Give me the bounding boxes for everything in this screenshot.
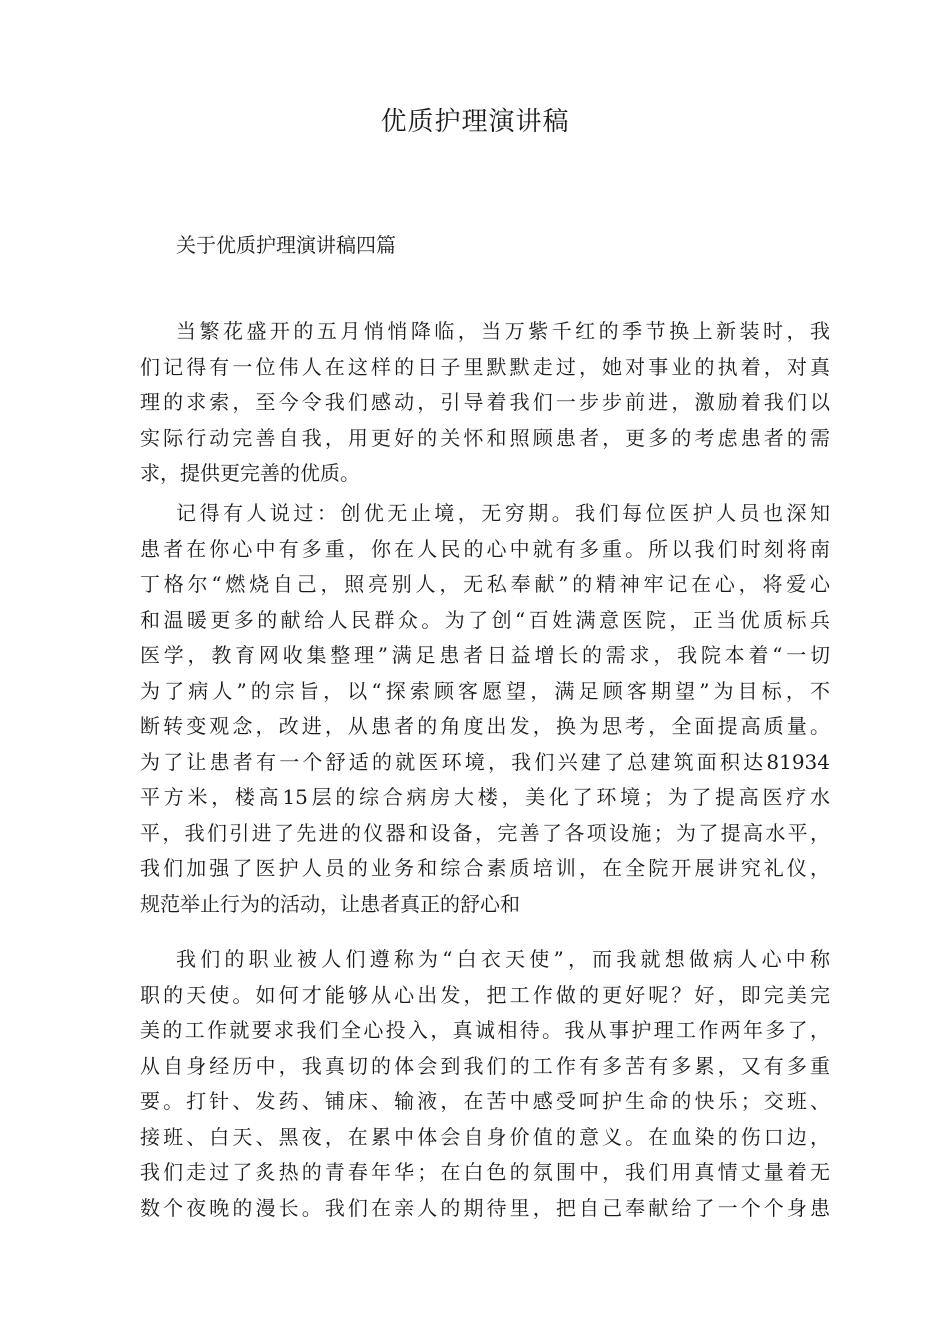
paragraph-line: 职的天使。如何才能够从心出发，把工作做的更好呢？好，即完美完 bbox=[140, 982, 830, 1007]
document-title: 优质护理演讲稿 bbox=[380, 107, 570, 137]
paragraph-line: 美的工作就要求我们全心投入，真诚相待。我从事护理工作两年多了， bbox=[140, 1018, 830, 1042]
paragraph-line: 为了病人”的宗旨，以“探索顾客愿望，满足顾客期望”为目标，不 bbox=[140, 678, 830, 703]
paragraph-line: 从自身经历中，我真切的体会到我们的工作有多苦有多累，又有多重 bbox=[140, 1053, 830, 1078]
paragraph-line: 求，提供更完善的优质。 bbox=[140, 461, 360, 485]
paragraph-line: 丁格尔“燃烧自己，照亮别人，无私奉献”的精神牢记在心，将爱心 bbox=[140, 572, 830, 596]
paragraph-line: 和温暖更多的献给人民群众。为了创“百姓满意医院，正当优质标兵 bbox=[140, 607, 830, 632]
paragraph-line: 平方米，楼高15层的综合病房大楼，美化了环境；为了提高医疗水 bbox=[140, 785, 830, 809]
paragraph-line: 平，我们引进了先进的仪器和设备，完善了各项设施；为了提高水平， bbox=[140, 820, 830, 845]
paragraph-2 bbox=[140, 496, 830, 922]
paragraph-3 bbox=[140, 942, 830, 1226]
paragraph-line: 我们加强了医护人员的业务和综合素质培训，在全院开展讲究礼仪， bbox=[140, 856, 830, 880]
paragraph-line: 们记得有一位伟人在这样的日子里默默走过，她对事业的执着，对真 bbox=[140, 354, 830, 379]
paragraph-line: 医学，教育网收集整理”满足患者日益增长的需求，我院本着“一切 bbox=[140, 643, 830, 667]
paragraph-line: 数个夜晚的漫长。我们在亲人的期待里，把自己奉献给了一个个身患 bbox=[140, 1195, 830, 1220]
paragraph-line: 接班、白天、黑夜，在累中体会自身价值的意义。在血染的伤口边， bbox=[140, 1124, 830, 1149]
paragraph-line: 断转变观念，改进，从患者的角度出发，换为思考，全面提高质量。 bbox=[140, 714, 830, 738]
document-subtitle: 关于优质护理演讲稿四篇 bbox=[176, 233, 396, 257]
paragraph-1 bbox=[140, 314, 830, 492]
paragraph-line: 记得有人说过：创优无止境，无穷期。我们每位医护人员也深知 bbox=[176, 501, 830, 525]
paragraph-line: 为了让患者有一个舒适的就医环境，我们兴建了总建筑面积达81934 bbox=[140, 749, 830, 774]
paragraph-line: 我们走过了炙热的青春年华；在白色的氛围中，我们用真情丈量着无 bbox=[140, 1160, 830, 1184]
paragraph-line: 要。打针、发药、铺床、输液，在苦中感受呵护生命的快乐；交班、 bbox=[140, 1089, 830, 1113]
paragraph-line: 理的求索，至今令我们感动，引导着我们一步步前进，激励着我们以 bbox=[140, 390, 830, 414]
paragraph-line: 实际行动完善自我，用更好的关怀和照顾患者，更多的考虑患者的需 bbox=[140, 425, 830, 450]
paragraph-line: 我们的职业被人们遵称为“白衣天使”，而我就想做病人心中称 bbox=[176, 947, 830, 971]
paragraph-line: 当繁花盛开的五月悄悄降临，当万紫千红的季节换上新装时，我 bbox=[176, 319, 830, 343]
paragraph-line: 规范举止行为的活动，让患者真正的舒心和 bbox=[140, 891, 520, 916]
paragraph-line: 患者在你心中有多重，你在人民的心中就有多重。所以我们时刻将南 bbox=[140, 536, 830, 561]
